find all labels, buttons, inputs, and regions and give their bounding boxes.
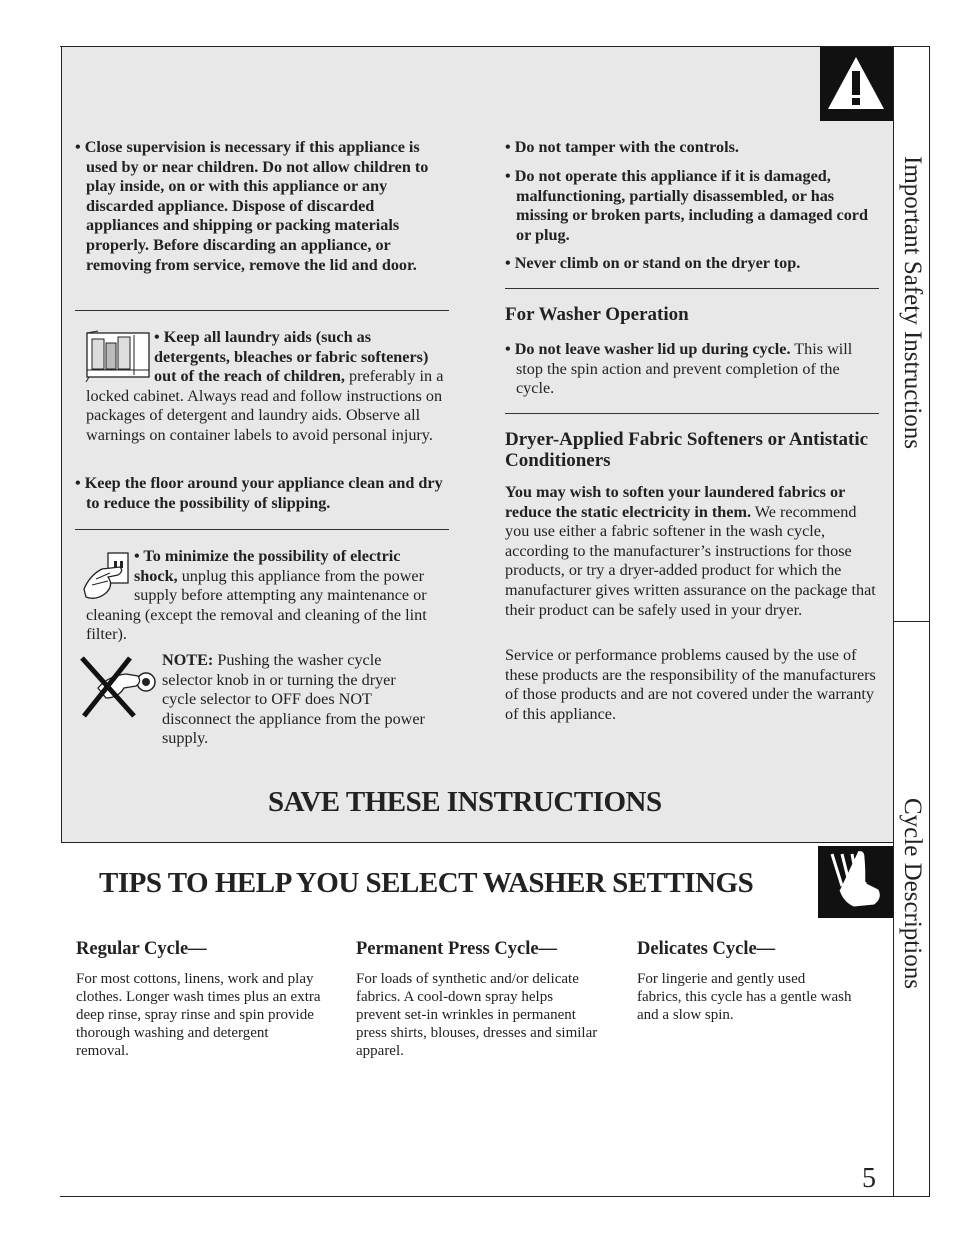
softener-bold: You may wish to soften your laundered fabrics or reduce the static electricity in them. xyxy=(505,483,845,521)
floor-warning: • Keep the floor around your appliance clean and dry to reduce the possibility of slipping. xyxy=(75,474,443,512)
divider xyxy=(505,413,879,414)
warning-icon xyxy=(820,47,893,121)
lid-text: This will stop the spin action and prevent completion of the cycle. xyxy=(516,340,853,398)
side-tab-cycles[interactable]: Cycle Descriptions xyxy=(899,798,926,989)
divider xyxy=(75,529,449,530)
lid-bold: • Do not leave washer lid up during cycle. xyxy=(505,340,791,358)
divider xyxy=(75,310,449,311)
side-tab-divider xyxy=(893,621,930,622)
permanent-press-cycle-title: Permanent Press Cycle— xyxy=(356,939,558,959)
laundry-aids-warning xyxy=(86,328,448,446)
divider xyxy=(505,288,879,289)
delicates-cycle-text: For lingerie and gently used fabrics, this cycle has a gentle wash and a slow spin. xyxy=(637,971,852,1023)
page-number: 5 xyxy=(862,1163,876,1194)
regular-cycle-text: For most cottons, linens, work and play clothes. Longer wash times plus an extra deep rinse, spray rinse and spin provide thorough washing and detergent removal. xyxy=(76,971,321,1059)
note-label: NOTE: xyxy=(162,651,214,669)
supervision-warning: • Close supervision is necessary if this appliance is used by or near children. Do not allow children to play inside, on or with this appliance or any discarded appliance. Dispose of discarded appliances and shipping or packing materials properly. Before discarding an appliance, or removing from service, remove the lid and door. xyxy=(75,138,429,274)
softener-text xyxy=(505,483,877,620)
pointing-hand-icon xyxy=(818,846,893,918)
shock-text: unplug this appliance from the power supply before attempting any maintenance or cleaning (except the removal and cleaning of the lint filter). xyxy=(86,566,427,644)
damaged-warning: • Do not operate this appliance if it is damaged, malfunctioning, partially disassembled, or has missing or broken parts, including a damaged cord or plug. xyxy=(505,167,868,244)
note-body: Pushing the washer cycle selector knob in or turning the dryer cycle selector to OFF does NOT disconnect the appliance from the power supply. xyxy=(162,651,425,748)
permanent-press-cycle-text: For loads of synthetic and/or delicate fabrics. A cool-down spray helps prevent set-in wrinkles in permanent press shirts, blouses, dresses and similar apparel. xyxy=(356,971,598,1059)
laundry-aids-text: preferably in a locked cabinet. Always read and follow instructions on packages of detergent and laundry aids. Observe all warnings on container labels to avoid personal injury. xyxy=(86,367,444,444)
shock-bold: • To minimize the possibility of electric shock, xyxy=(134,547,401,585)
delicates-cycle-title: Delicates Cycle— xyxy=(637,939,776,959)
tips-heading: TIPS TO HELP YOU SELECT WASHER SETTINGS xyxy=(99,867,754,899)
lid-warning xyxy=(505,340,877,399)
tamper-warning: • Do not tamper with the controls. xyxy=(505,138,739,156)
regular-cycle-title: Regular Cycle— xyxy=(76,939,207,959)
laundry-aids-bold: • Keep all laundry aids (such as detergents, bleaches or fabric softeners) out of the reach of children, xyxy=(154,328,429,386)
side-tab-safety[interactable]: Important Safety Instructions xyxy=(899,156,926,449)
climb-warning: • Never climb on or stand on the dryer top. xyxy=(505,254,801,272)
knob-cross-icon xyxy=(78,652,160,720)
note-text xyxy=(162,651,432,749)
fabric-softener-heading: Dryer-Applied Fabric Softeners or Antistatic Conditioners xyxy=(505,429,869,471)
softener-body: We recommend you use either a fabric softener in the wash cycle, according to the manufacturer’s instructions for those products, or try a dryer-added product for which the manufacturer gives written assurance on the package that their product can be safely used in your dryer. xyxy=(505,502,876,619)
save-instructions-heading: SAVE THESE INSTRUCTIONS xyxy=(268,786,662,818)
bottom-rule xyxy=(60,1196,930,1197)
shock-warning xyxy=(86,547,448,645)
service-text: Service or performance problems caused by the use of these products are the responsibility of the manufacturers of those products and are not covered under the warranty of this appliance. xyxy=(505,646,876,723)
washer-operation-heading: For Washer Operation xyxy=(505,304,689,325)
